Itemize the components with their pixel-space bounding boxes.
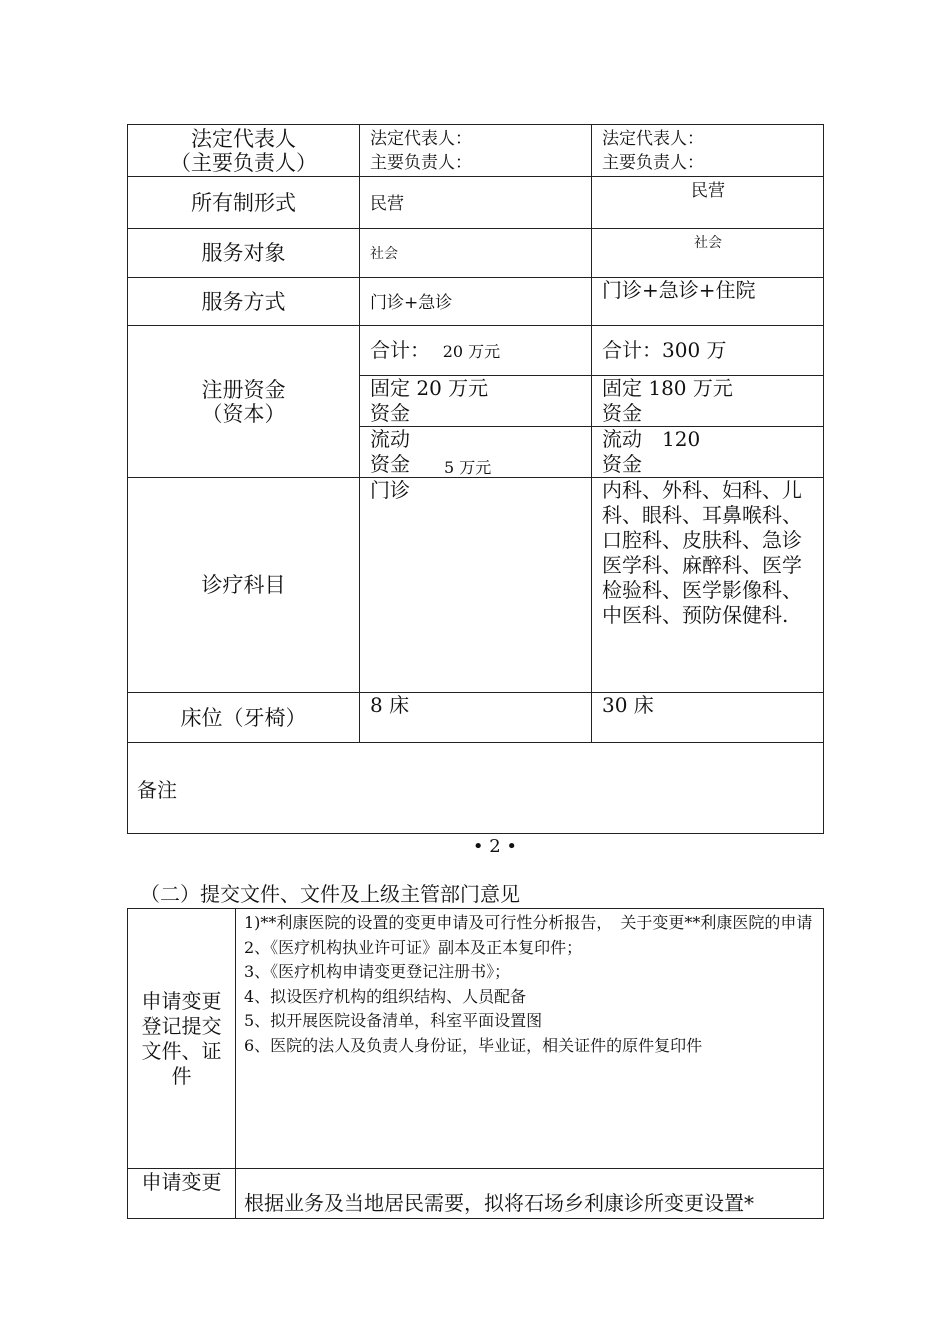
beds-col2: 30 床 xyxy=(592,693,824,743)
page-number: • 2 • xyxy=(472,836,518,857)
service-mode-col2: 门诊+急诊+住院 xyxy=(592,278,824,326)
legal-rep-col1: 法定代表人： 主要负责人： xyxy=(360,125,592,177)
docs-label: 申请变更登记提交文件、证件 xyxy=(128,909,236,1169)
docs-line-6: 6、医院的法人及负责人身份证，毕业证，相关证件的原件复印件 xyxy=(244,1035,703,1055)
beds-col1: 8 床 xyxy=(360,693,592,743)
capital-liquid-col1-value: 5 万元 xyxy=(444,458,492,477)
ownership-label: 所有制形式 xyxy=(128,177,360,229)
service-mode-label: 服务方式 xyxy=(128,278,360,326)
institution-info-table xyxy=(127,124,824,834)
documents-table xyxy=(127,908,824,1219)
capital-label: 注册资金 （资本） xyxy=(128,326,360,478)
service-target-label: 服务对象 xyxy=(128,229,360,278)
departments-col2: 内科、外科、妇科、儿科、眼科、耳鼻喉科、口腔科、皮肤科、急诊医学科、麻醉科、医学检验科、医学影像科、中医科、预防保健科. xyxy=(592,478,824,693)
reason-text: 根据业务及当地居民需要，拟将石场乡利康诊所变更设置* xyxy=(236,1169,824,1219)
service-target-col2: 社会 xyxy=(592,229,824,278)
beds-label: 床位（牙椅） xyxy=(128,693,360,743)
reason-label: 申请变更 xyxy=(128,1169,236,1219)
section-2-title: （二）提交文件、文件及上级主管部门意见 xyxy=(140,882,520,906)
departments-col1: 门诊 xyxy=(360,478,592,693)
ownership-col2: 民营 xyxy=(592,177,824,229)
docs-line-4: 4、拟设医疗机构的组织结构、人员配备 xyxy=(244,986,527,1006)
service-target-col1: 社会 xyxy=(360,229,592,278)
departments-label: 诊疗科目 xyxy=(128,478,360,693)
docs-line-5: 5、拟开展医院设备清单，科室平面设置图 xyxy=(244,1011,543,1030)
capital-total-col1: 合计： 20 万元 xyxy=(360,326,592,376)
capital-liquid-col1: 流动 资金 5 万元 xyxy=(360,427,592,478)
docs-line-2: 2、《医疗机构执业许可证》副本及正本复印件； xyxy=(244,937,583,957)
legal-rep-label: 法定代表人 （主要负责人） xyxy=(128,125,360,177)
ownership-col1: 民营 xyxy=(360,177,592,229)
remarks-label: 备注 xyxy=(137,777,177,802)
docs-line-3: 3、《医疗机构申请变更登记注册书》； xyxy=(244,962,511,981)
capital-total-col2: 合计：300 万 xyxy=(592,326,824,376)
capital-fixed-col1: 固定 20 万元 资金 xyxy=(360,376,592,427)
service-mode-col1: 门诊+急诊 xyxy=(360,278,592,326)
capital-fixed-col2: 固定 180 万元 资金 xyxy=(592,376,824,427)
legal-rep-col2: 法定代表人： 主要负责人： xyxy=(592,125,824,177)
docs-list xyxy=(236,909,824,1169)
remarks-cell xyxy=(128,743,824,834)
docs-line-1: 1)**利康医院的设置的变更申请及可行性分析报告， 关于变更**利康医院的申请 xyxy=(244,913,813,932)
capital-liquid-col2: 流动 120 资金 xyxy=(592,427,824,478)
